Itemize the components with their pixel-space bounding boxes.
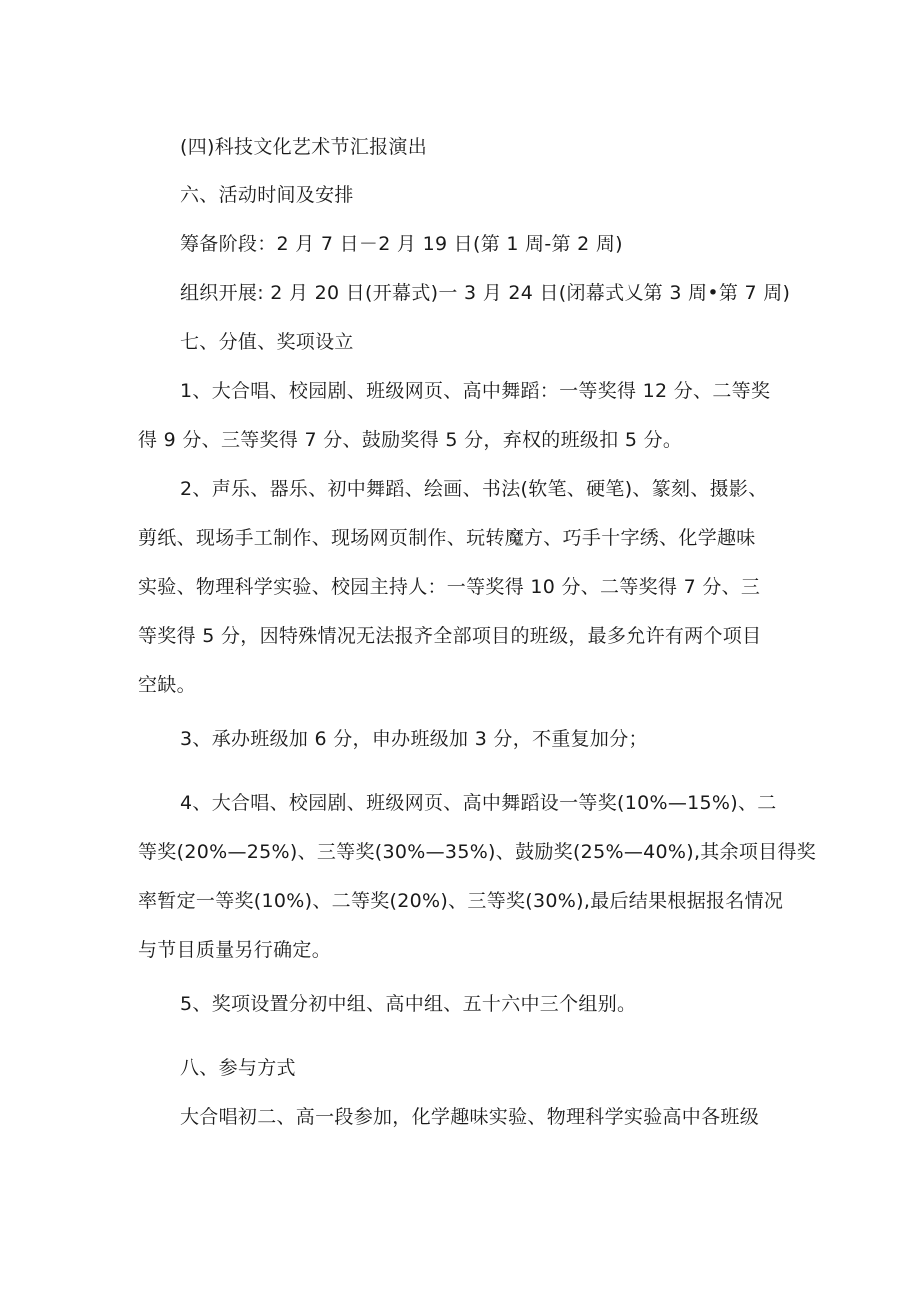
paragraph-rule-2-line-5: 空缺。: [138, 674, 196, 696]
subsection-heading-performance: (四)科技文化艺术节汇报演出: [180, 136, 428, 158]
paragraph-organization-stage: 组织开展: 2 月 20 日(开幕式)一 3 月 24 日(闭幕式乂第 3 周•第 7 周): [180, 282, 791, 304]
paragraph-preparation-stage: 筹备阶段：2 月 7 日－2 月 19 日(第 1 周-第 2 周): [180, 233, 623, 255]
paragraph-rule-1-line-1: 1、大合唱、校园剧、班级网页、高中舞蹈：一等奖得 12 分、二等奖: [180, 380, 771, 402]
section-heading-schedule: 六、活动时间及安排: [180, 184, 354, 206]
paragraph-rule-1-line-2: 得 9 分、三等奖得 7 分、鼓励奖得 5 分，弃权的班级扣 5 分。: [138, 429, 683, 451]
paragraph-rule-4-line-2: 等奖(20%—25%)、三等奖(30%—35%)、鼓励奖(25%—40%),其余项目得奖: [138, 841, 817, 863]
paragraph-rule-4-line-1: 4、大合唱、校园剧、班级网页、高中舞蹈设一等奖(10%—15%)、二: [180, 792, 777, 814]
paragraph-rule-2-line-2: 剪纸、现场手工制作、现场网页制作、玩转魔方、巧手十字绣、化学趣味: [138, 527, 756, 549]
paragraph-rule-2-line-3: 实验、物理科学实验、校园主持人：一等奖得 10 分、二等奖得 7 分、三: [138, 576, 761, 598]
paragraph-participation: 大合唱初二、高一段参加，化学趣味实验、物理科学实验高中各班级: [180, 1106, 760, 1128]
paragraph-rule-4-line-4: 与节目质量另行确定。: [138, 939, 332, 961]
section-heading-scoring: 七、分值、奖项设立: [180, 331, 354, 353]
paragraph-rule-2-line-1: 2、声乐、器乐、初中舞蹈、绘画、书法(软笔、硬笔)、篆刻、摄影、: [180, 478, 768, 500]
paragraph-rule-3: 3、承办班级加 6 分，申办班级加 3 分，不重复加分；: [180, 728, 648, 750]
section-heading-participation: 八、参与方式: [180, 1057, 296, 1079]
paragraph-rule-5: 5、奖项设置分初中组、高中组、五十六中三个组别。: [180, 993, 637, 1015]
paragraph-rule-2-line-4: 等奖得 5 分，因特殊情况无法报齐全部项目的班级，最多允许有两个项目: [138, 625, 762, 647]
paragraph-rule-4-line-3: 率暂定一等奖(10%)、二等奖(20%)、三等奖(30%),最后结果根据报名情况: [138, 890, 784, 912]
